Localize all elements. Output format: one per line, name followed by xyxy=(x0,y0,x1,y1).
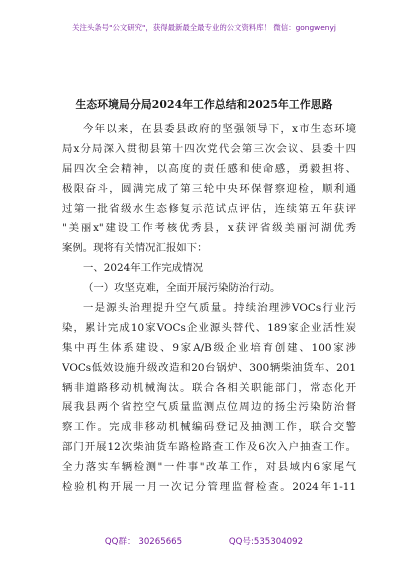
document-title: 生态环境局分局2024年工作总结和2025年工作思路 xyxy=(75,98,333,111)
promo-banner: 关注头条号"公文研究"，获得最新最全最专业的公文资料库！ 微信：gongwenyj xyxy=(72,23,336,32)
body-line: 今年以来，在县委县政府的坚强领导下，x市生态环境 xyxy=(83,123,356,135)
body-line: 极限奋斗，圆满完成了第三轮中央环保督察迎检，顺利通 xyxy=(62,182,356,195)
body-line: 届四次全会精神，以高度的责任感和使命感，勇毅担将、 xyxy=(62,162,356,175)
body-line: 过第一批省级水生态修复示范试点评估，连续第五年获评 xyxy=(62,202,356,215)
qq-number: QQ号:535304092 xyxy=(228,537,304,547)
body-line: VOCs低效设施升级改造和20台锅炉、300辆柴油货车、201 xyxy=(62,361,356,374)
section-heading: 一、2024年工作完成情况 xyxy=(83,262,203,275)
body-line: 察工作。完成非移动机械编码登记及抽测工作，联合交警 xyxy=(62,421,356,434)
body-line: "美丽x"建设工作考核优秀县，x获评省级美丽河湖优秀 xyxy=(62,222,356,235)
body-line: 一是源头治理提升空气质量。持续治理涉VOCs行业污 xyxy=(83,302,356,315)
body-line: 案例。现将有关情况汇报如下： xyxy=(62,242,208,255)
body-line: 部门开展12次柴油货车路检路查工作及6次入户抽查工作。 xyxy=(62,441,356,454)
qq-group: QQ群： 30265665 xyxy=(104,537,183,547)
body-line: 检验机构开展一月一次记分管理监督检查。2024年1-11 xyxy=(62,481,356,494)
body-line: 染，累计完成10家VOCs企业源头替代、189家企业活性炭 xyxy=(62,321,356,334)
body-line: 辆非道路移动机械淘汰。联合各相关职能部门，常态化开 xyxy=(62,381,356,394)
document-body xyxy=(62,120,356,498)
body-line: 展我县两个省控空气质量监测点位周边的扬尘污染防治督 xyxy=(62,401,356,414)
subsection-heading: （一）攻坚克难，全面开展污染防治行动。 xyxy=(83,282,281,295)
body-line: 全力落实车辆检测"一件事"改革工作，对县域内6家尾气 xyxy=(62,461,356,474)
footer-contact xyxy=(0,535,408,547)
body-line: 集中再生体系建设、9家A/B级企业培育创建、100家涉 xyxy=(62,341,356,354)
body-line: 局x分局深入贯彻县第十四次党代会第三次会议、县委十四 xyxy=(62,142,356,155)
